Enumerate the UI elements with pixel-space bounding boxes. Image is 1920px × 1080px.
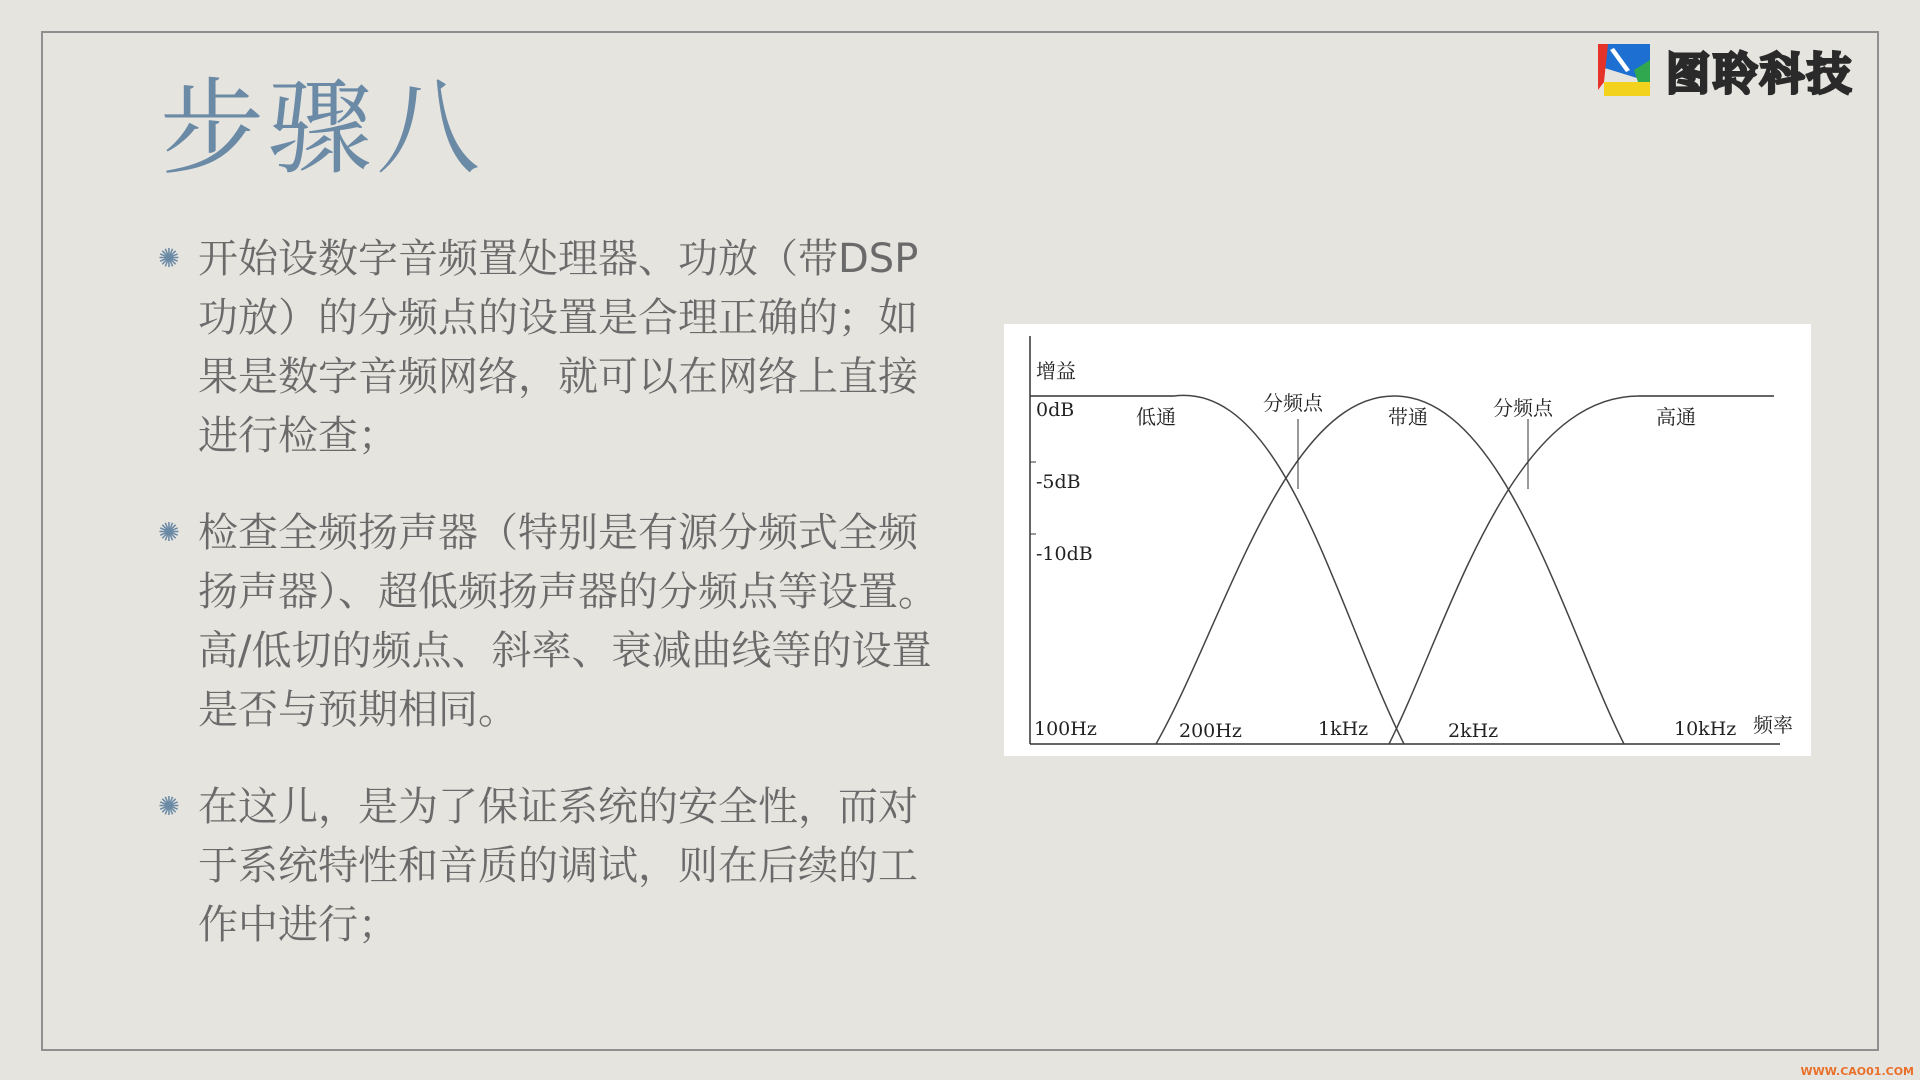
- x-tick-label: 1kHz: [1318, 718, 1369, 740]
- x-tick-label: 200Hz: [1179, 720, 1242, 742]
- x-tick-label: 100Hz: [1034, 718, 1097, 740]
- bullet-star-icon: ✺: [158, 518, 180, 548]
- bullet-list: [160, 230, 940, 993]
- x-tick-label: 2kHz: [1448, 720, 1499, 742]
- watermark: WWW.CAO01.COM: [1800, 1065, 1914, 1078]
- highpass-curve: [1389, 396, 1639, 744]
- crossover-chart: [1004, 324, 1811, 756]
- bullet-text: 检查全频扬声器（特别是有源分频式全频扬声器）、超低频扬声器的分频点等设置。高/低切的频点、斜率、衰减曲线等的设置是否与预期相同。: [198, 510, 938, 733]
- bullet-text: 开始设数字音频置处理器、功放（带DSP功放）的分频点的设置是合理正确的；如果是数字音频网络，就可以在网络上直接进行检查；: [198, 236, 919, 459]
- crossover-label: 分频点: [1493, 396, 1553, 420]
- bandpass-curve: [1156, 396, 1624, 744]
- x-axis-label: 频率: [1753, 713, 1793, 737]
- bullet-item: [160, 778, 940, 955]
- y-axis-label: 增益: [1036, 359, 1076, 383]
- company-logo: [1594, 40, 1854, 100]
- logo-mark-icon: [1594, 40, 1654, 100]
- crossover-chart-svg: [1004, 324, 1811, 756]
- band-label: 低通: [1136, 405, 1176, 429]
- logo-text: 图聆科技: [1666, 49, 1854, 100]
- band-label: 带通: [1388, 405, 1428, 429]
- x-tick-label: 10kHz: [1674, 718, 1737, 740]
- slide-title: 步骤八: [160, 67, 485, 189]
- bullet-item: [160, 504, 940, 740]
- y-tick-label: -10dB: [1036, 543, 1093, 565]
- bullet-star-icon: ✺: [158, 792, 180, 822]
- bullet-item: [160, 230, 940, 466]
- y-tick-label: 0dB: [1036, 399, 1075, 421]
- y-tick-label: -5dB: [1036, 471, 1081, 493]
- crossover-label: 分频点: [1263, 391, 1323, 415]
- lowpass-curve: [1174, 395, 1404, 744]
- bullet-text: 在这儿，是为了保证系统的安全性，而对于系统特性和音质的调试，则在后续的工作中进行；: [198, 784, 918, 948]
- bullet-star-icon: ✺: [158, 244, 180, 274]
- band-label: 高通: [1656, 405, 1696, 429]
